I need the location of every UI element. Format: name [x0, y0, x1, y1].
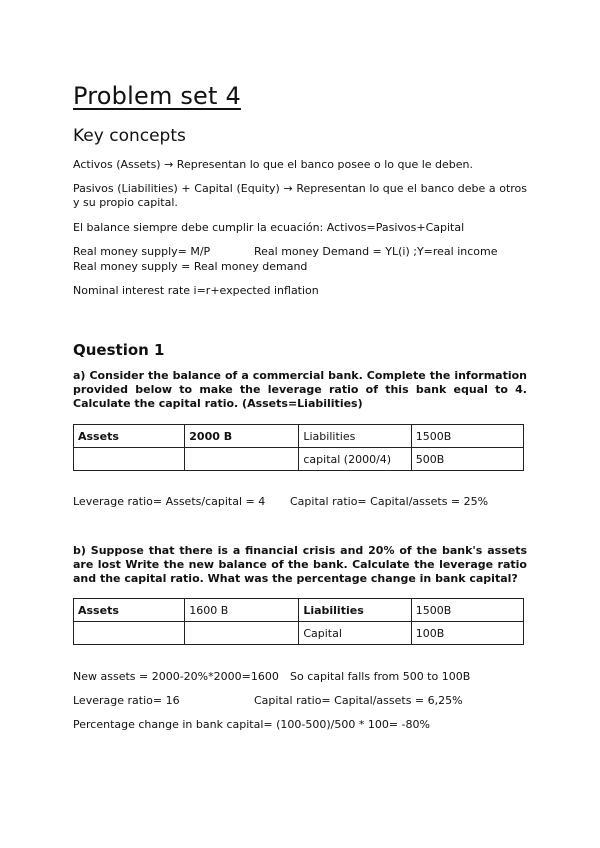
- capital-ratio-a: Capital ratio= Capital/assets = 25%: [290, 495, 489, 508]
- table-cell: Assets: [74, 425, 185, 448]
- table-cell: capital (2000/4): [299, 448, 411, 471]
- table-row: [74, 599, 524, 622]
- question-1-heading: Question 1: [73, 341, 165, 359]
- part-a-prompt: a) Consider the balance of a commercial bank. Complete the information provided below to make the leverage ratio of this bank equal to 4. Calculate the capital ratio. (Assets=Liabilities): [73, 369, 527, 410]
- balance-table-a: [73, 424, 524, 471]
- table-cell: Capital: [299, 622, 411, 645]
- table-cell: Assets: [74, 599, 185, 622]
- table-cell: Liabilities: [299, 599, 411, 622]
- table-cell: 1600 B: [185, 599, 299, 622]
- table-cell: [185, 622, 299, 645]
- capital-ratio-b: Capital ratio= Capital/assets = 6,25%: [254, 694, 463, 707]
- part-b-prompt-pre: b) Suppose that there is a financial crisis and: [73, 544, 369, 557]
- table-cell: Liabilities: [299, 425, 411, 448]
- table-cell: 1500B: [411, 425, 523, 448]
- balance-equation: El balance siempre debe cumplir la ecuación: Activos=Pasivos+Capital: [73, 221, 465, 234]
- money-equilibrium: Real money supply = Real money demand: [73, 260, 308, 273]
- part-b-prompt: [73, 544, 527, 586]
- table-cell: [74, 448, 185, 471]
- table-cell: [74, 622, 185, 645]
- leverage-ratio-a: Leverage ratio= Assets/capital = 4: [73, 495, 266, 508]
- leverage-ratio-b: Leverage ratio= 16: [73, 694, 180, 707]
- part-b-prompt-pct: 20%: [368, 544, 395, 557]
- table-cell: 1500B: [411, 599, 523, 622]
- balance-table-b: [73, 598, 524, 645]
- table-row: [74, 425, 524, 448]
- table-row: [74, 622, 524, 645]
- capital-falls: So capital falls from 500 to 100B: [290, 670, 471, 683]
- table-cell: 2000 B: [185, 425, 299, 448]
- money-supply: Real money supply= M/P: [73, 245, 211, 258]
- table-row: [74, 448, 524, 471]
- key-concepts-heading: Key concepts: [73, 126, 186, 146]
- table-cell: 100B: [411, 622, 523, 645]
- nominal-interest: Nominal interest rate i=r+expected inflation: [73, 284, 319, 297]
- liabilities-definition: Pasivos (Liabilities) + Capital (Equity) → Representan lo que el banco debe a otros y su propio capital.: [73, 182, 527, 209]
- assets-definition: Activos (Assets) → Representan lo que el banco posee o lo que le deben.: [73, 158, 474, 171]
- table-cell: 500B: [411, 448, 523, 471]
- new-assets: New assets = 2000-20%*2000=1600: [73, 670, 279, 683]
- money-demand: Real money Demand = YL(i) ;Y=real income: [254, 245, 498, 258]
- table-cell: [185, 448, 299, 471]
- percentage-change: Percentage change in bank capital= (100-500)/500 * 100= -80%: [73, 718, 430, 731]
- page-title: Problem set 4: [73, 82, 241, 110]
- part-b-prompt-post: of the bank's assets are lost Write the new balance of the bank. Calculate the leverage ratio and the capital ratio. What was the percentage change in bank capital?: [73, 544, 528, 585]
